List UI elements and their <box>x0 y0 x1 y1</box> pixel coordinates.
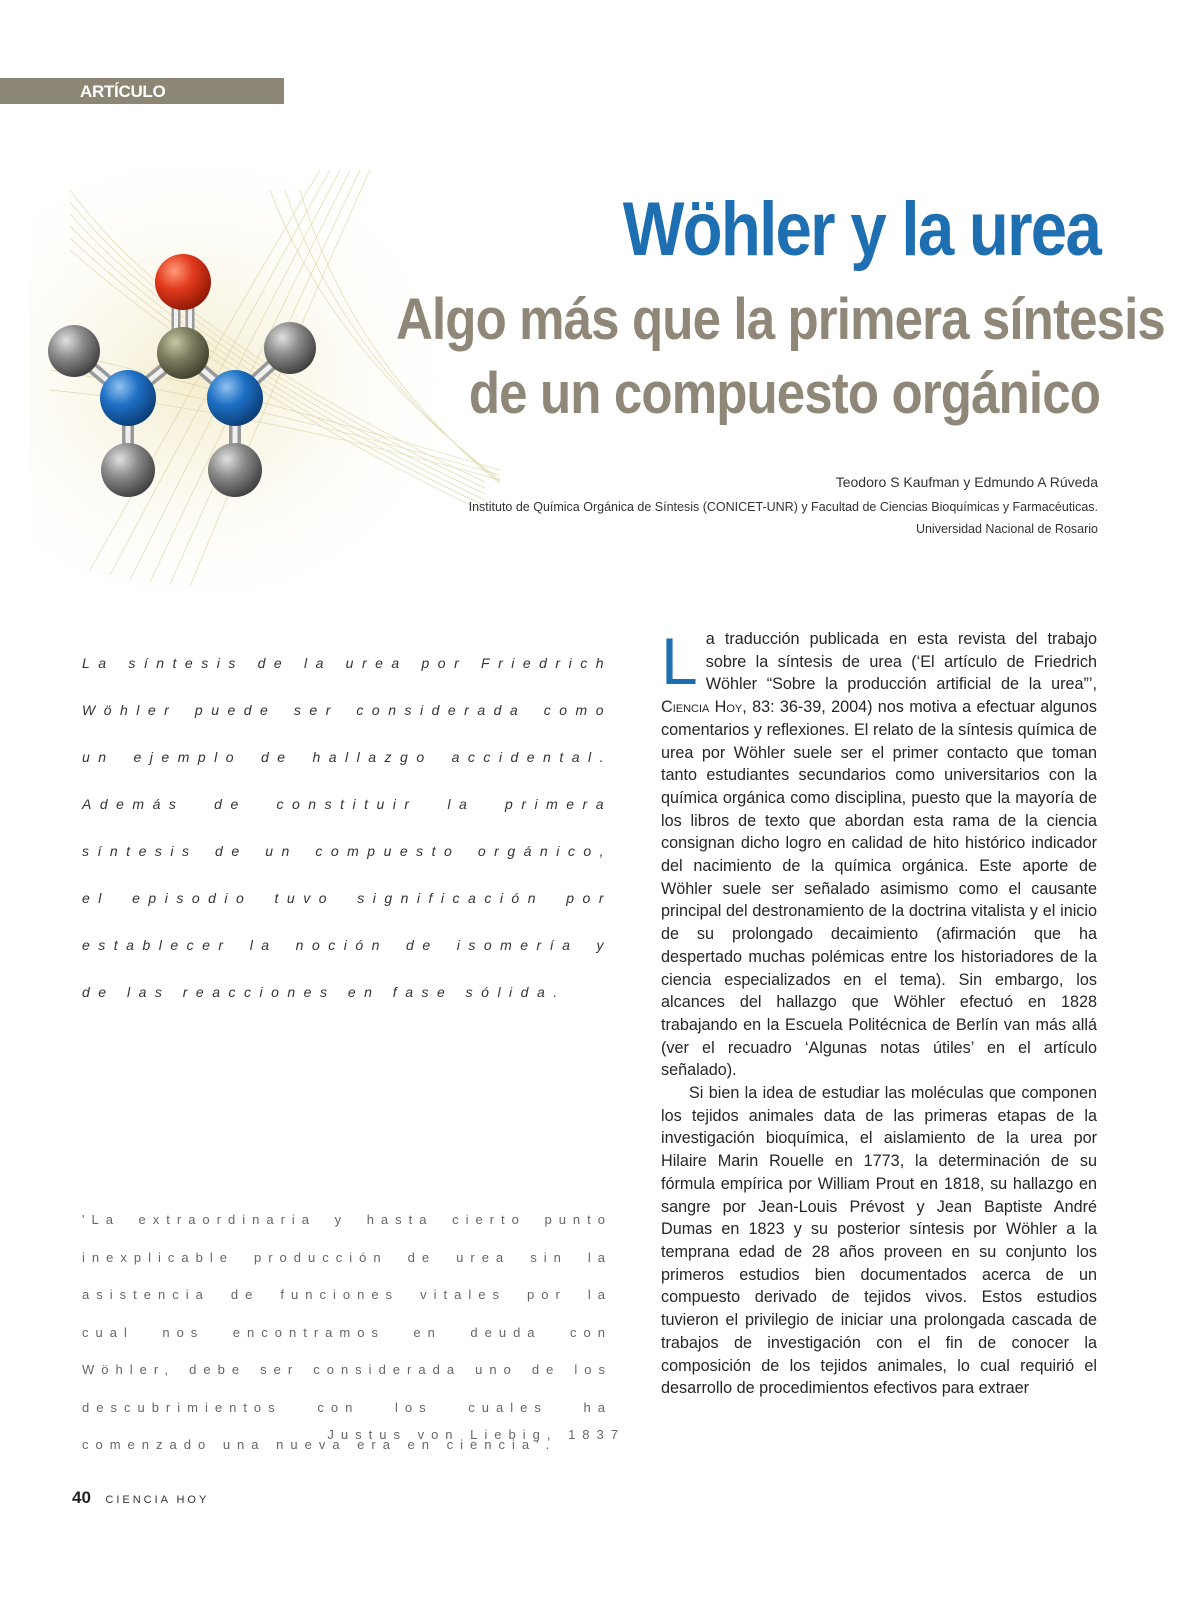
affiliation-line-1: Instituto de Química Orgánica de Síntesis (CONICET-UNR) y Facultad de Ciencias Bioquímicas y Farmacéuticas. <box>468 500 1098 514</box>
hydrogen-atom-upper-left <box>48 325 100 377</box>
magazine-name: CIENCIA HOY <box>105 1494 210 1506</box>
body-text <box>661 624 1097 1400</box>
affiliation-line-2: Universidad Nacional de Rosario <box>915 522 1098 536</box>
journal-name: Ciencia Hoy <box>661 698 743 717</box>
article-title: Wöhler y la urea <box>622 187 1100 272</box>
section-tag <box>0 78 284 104</box>
pull-quote: 'La extraordinaria y hasta cierto punto inexplicable producción de urea sin la asistencia de funciones vitales por la cual nos encontramos en deuda con Wöhler, debe ser considerada uno de los descubrimientos con los cuales ha comenzado una nueva era en ciencia'. <box>82 1212 612 1452</box>
page-number: 40 <box>72 1488 91 1507</box>
paragraph-1-part-b: , 83: 36-39, 2004) nos motiva a efectuar algunos comentarios y reflexiones. El relato de la síntesis química de urea por Wöhler suele ser el primer contacto que toman tanto estudiantes secundarios como universitarios con la química orgánica como disciplina, puesto que la mayoría de los libros de texto que abordan esta rama de la ciencia consignan dicho logro en calidad de hito histórico indicador del nacimiento de la química orgánica. Este aporte de Wöhler suele ser señalado asimismo como el causante principal del destronamiento de la doctrina vitalista y el inicio de su prolongado decaimiento (afirmación que ha despertado muchas polémicas entre los historiadores de la ciencia especializados en el tema). Sin embargo, los alcances del hallazgo que Wöhler efectuó en 1828 trabajando en la Escuela Politécnica de Berlín van más allá (ver el recuadro ‘Algunas notas útiles’ en el artículo señalado). <box>661 698 1097 1080</box>
body-paragraph-1 <box>661 624 1097 1082</box>
paragraph-1-part-a: a traducción publicada en esta revista del trabajo sobre la síntesis de urea (‘El artículo de Friedrich Wöhler “Sobre la producción artificial de la urea”’, <box>705 630 1097 694</box>
oxygen-atom <box>155 254 211 310</box>
subtitle-line-1: Algo más que la primera síntesis <box>396 287 1165 352</box>
nitrogen-atom-right <box>207 370 263 426</box>
affiliation <box>469 496 1098 540</box>
subtitle-line-2: de un compuesto orgánico <box>468 361 1100 426</box>
body-paragraph-2: Si bien la idea de estudiar las moléculas que componen los tejidos animales data de las primeras etapas de la investigación bioquímica, el aislamiento de la urea por Hilaire Marin Rouelle en 1773, la determinación de su fórmula empírica por William Prout en 1818, su hallazgo en sangre por Jean-Louis Prévost y Jean Baptiste André Dumas en 1823 y su posterior síntesis por Wöhler a la temprana edad de 28 años proveen en su conjunto los primeros estudios bien documentados acerca de un compuesto derivado de tejidos vivos. Estos estudios tuvieron el privilegio de iniciar una prolongada cascada de trabajos de investigación con el fin de conocer la composición de los tejidos animales, lo cual requirió el desarrollo de procedimientos efectivos para extraer <box>661 1084 1097 1398</box>
drop-cap: L <box>661 624 698 698</box>
nitrogen-atom-left <box>100 370 156 426</box>
quote-attribution: Justus von Liebig, 1837 <box>327 1427 625 1442</box>
article-subtitle <box>300 283 1165 431</box>
lead-paragraph: La síntesis de la urea por Friedrich Wöhler puede ser considerada como un ejemplo de hallazgo accidental. Además de constituir la primera síntesis de un compuesto orgánico, el episodio tuvo significación por establecer la noción de isomería y de las reacciones en fase sólida. <box>82 655 612 1000</box>
hydrogen-atom-lower-left <box>101 443 155 497</box>
carbon-atom <box>157 327 209 379</box>
page-footer <box>72 1488 209 1508</box>
authors: Teodoro S Kaufman y Edmundo A Rúveda <box>835 474 1098 490</box>
section-tag-label: ARTÍCULO <box>80 82 166 101</box>
hydrogen-atom-lower-right <box>208 443 262 497</box>
